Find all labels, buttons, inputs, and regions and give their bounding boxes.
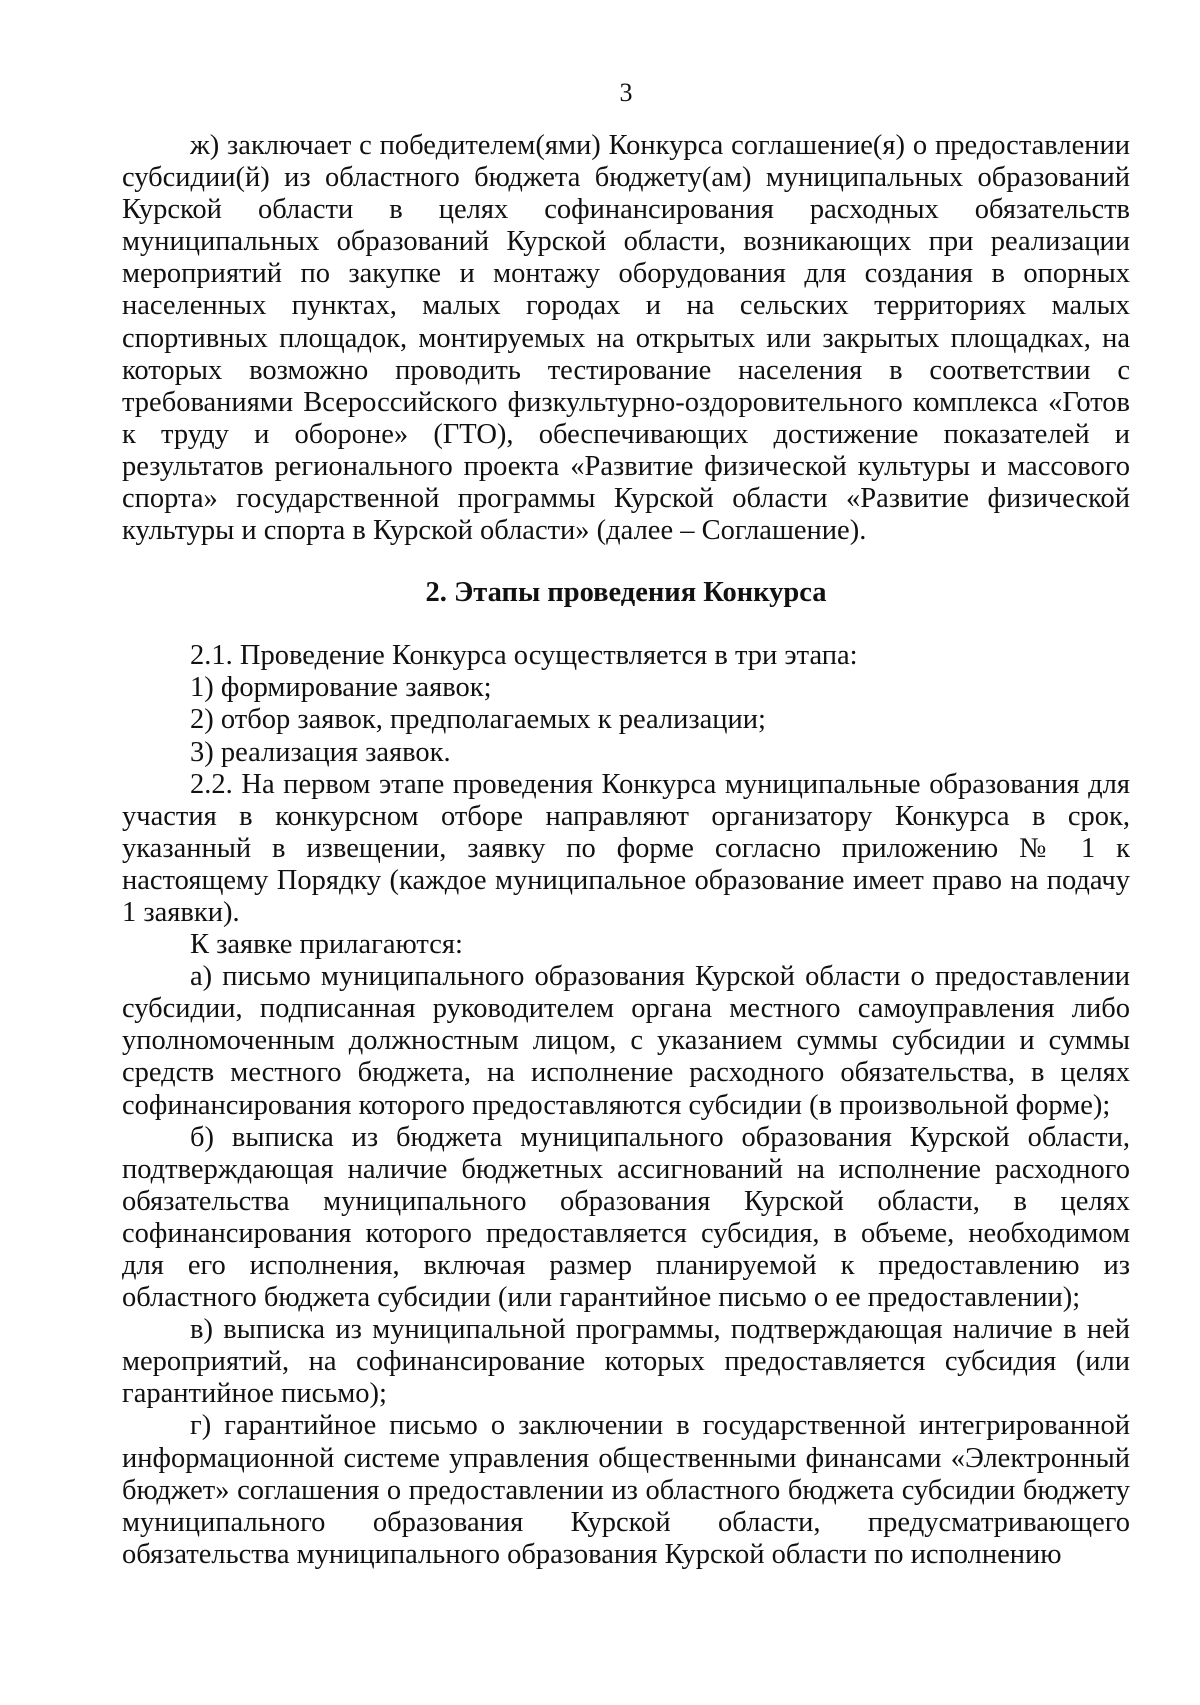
list-item-stage-3: 3) реализация заявок. (190, 736, 451, 768)
attachment-a: а) письмо муниципального образования Курской области о предоставлении субсидии, подписанная руководителем органа местного самоуправления либо уполномоченным должностным лицом, с указанием суммы субсидии и суммы средств местного бюджета, на исполнение расходного обязательства, в целях софинансирования которого предоставляются субсидии (в произвольной форме); (122, 961, 1130, 1121)
attachment-b: б) выписка из бюджета муниципального образования Курской области, подтверждающая наличие бюджетных ассигнований на исполнение расходного обязательства муниципального образования Курской области, в целях софинансирования которого предоставляется субсидия, в объеме, необходимом для его исполнения, включая размер планируемой к предоставлению из областного бюджета субсидии (или гарантийное письмо о ее предоставлении); (122, 1121, 1130, 1314)
paragraph-2-1: 2.1. Проведение Конкурса осуществляется в три этапа: (190, 640, 858, 672)
page-number: 3 (619, 78, 633, 107)
list-item-stage-2: 2) отбор заявок, предполагаемых к реализации; (190, 704, 766, 736)
document-body (122, 130, 1130, 1571)
intro-paragraph: ж) заключает с победителем(ями) Конкурса соглашение(я) о предоставлении субсидии(й) из областного бюджета бюджету(ам) муниципальных образований Курской области в целях софинансирования расходных обязательств муниципальных образований Курской области, возникающих при реализации мероприятий по закупке и монтажу оборудования для создания в опорных населенных пунктах, малых городах и на сельских территориях малых спортивных площадок, монтируемых на открытых или закрытых площадках, на которых возможно проводить тестирование населения в соответствии с требованиями Всероссийского физкультурно-оздоровительного комплекса «Готов к труду и обороне» (ГТО), обеспечивающих достижение показателей и результатов регионального проекта «Развитие физической культуры и массового спорта» государственной программы Курской области «Развитие физической культуры и спорта в Курской области» (далее – Соглашение). (122, 130, 1130, 547)
attachment-g: г) гарантийное письмо о заключении в государственной интегрированной информационной системе управления общественными финансами «Электронный бюджет» соглашения о предоставлении из областного бюджета субсидии бюджету муниципального образования Курской области, предусматривающего обязательства муниципального образования Курской области по исполнению (122, 1410, 1130, 1570)
attachment-v: в) выписка из муниципальной программы, подтверждающая наличие в ней мероприятий, на софинансирование которых предоставляется субсидия (или гарантийное письмо); (122, 1314, 1130, 1410)
section-heading: 2. Этапы проведения Конкурса (425, 577, 827, 609)
paragraph-2-2: 2.2. На первом этапе проведения Конкурса муниципальные образования для участия в конкурсном отборе направляют организатору Конкурса в срок, указанный в извещении, заявку по форме согласно приложению № 1 к настоящему Порядку (каждое муниципальное образование имеет право на подачу 1 заявки). (122, 768, 1130, 928)
list-item-stage-1: 1) формирование заявок; (190, 672, 492, 704)
attachments-intro: К заявке прилагаются: (190, 929, 463, 961)
